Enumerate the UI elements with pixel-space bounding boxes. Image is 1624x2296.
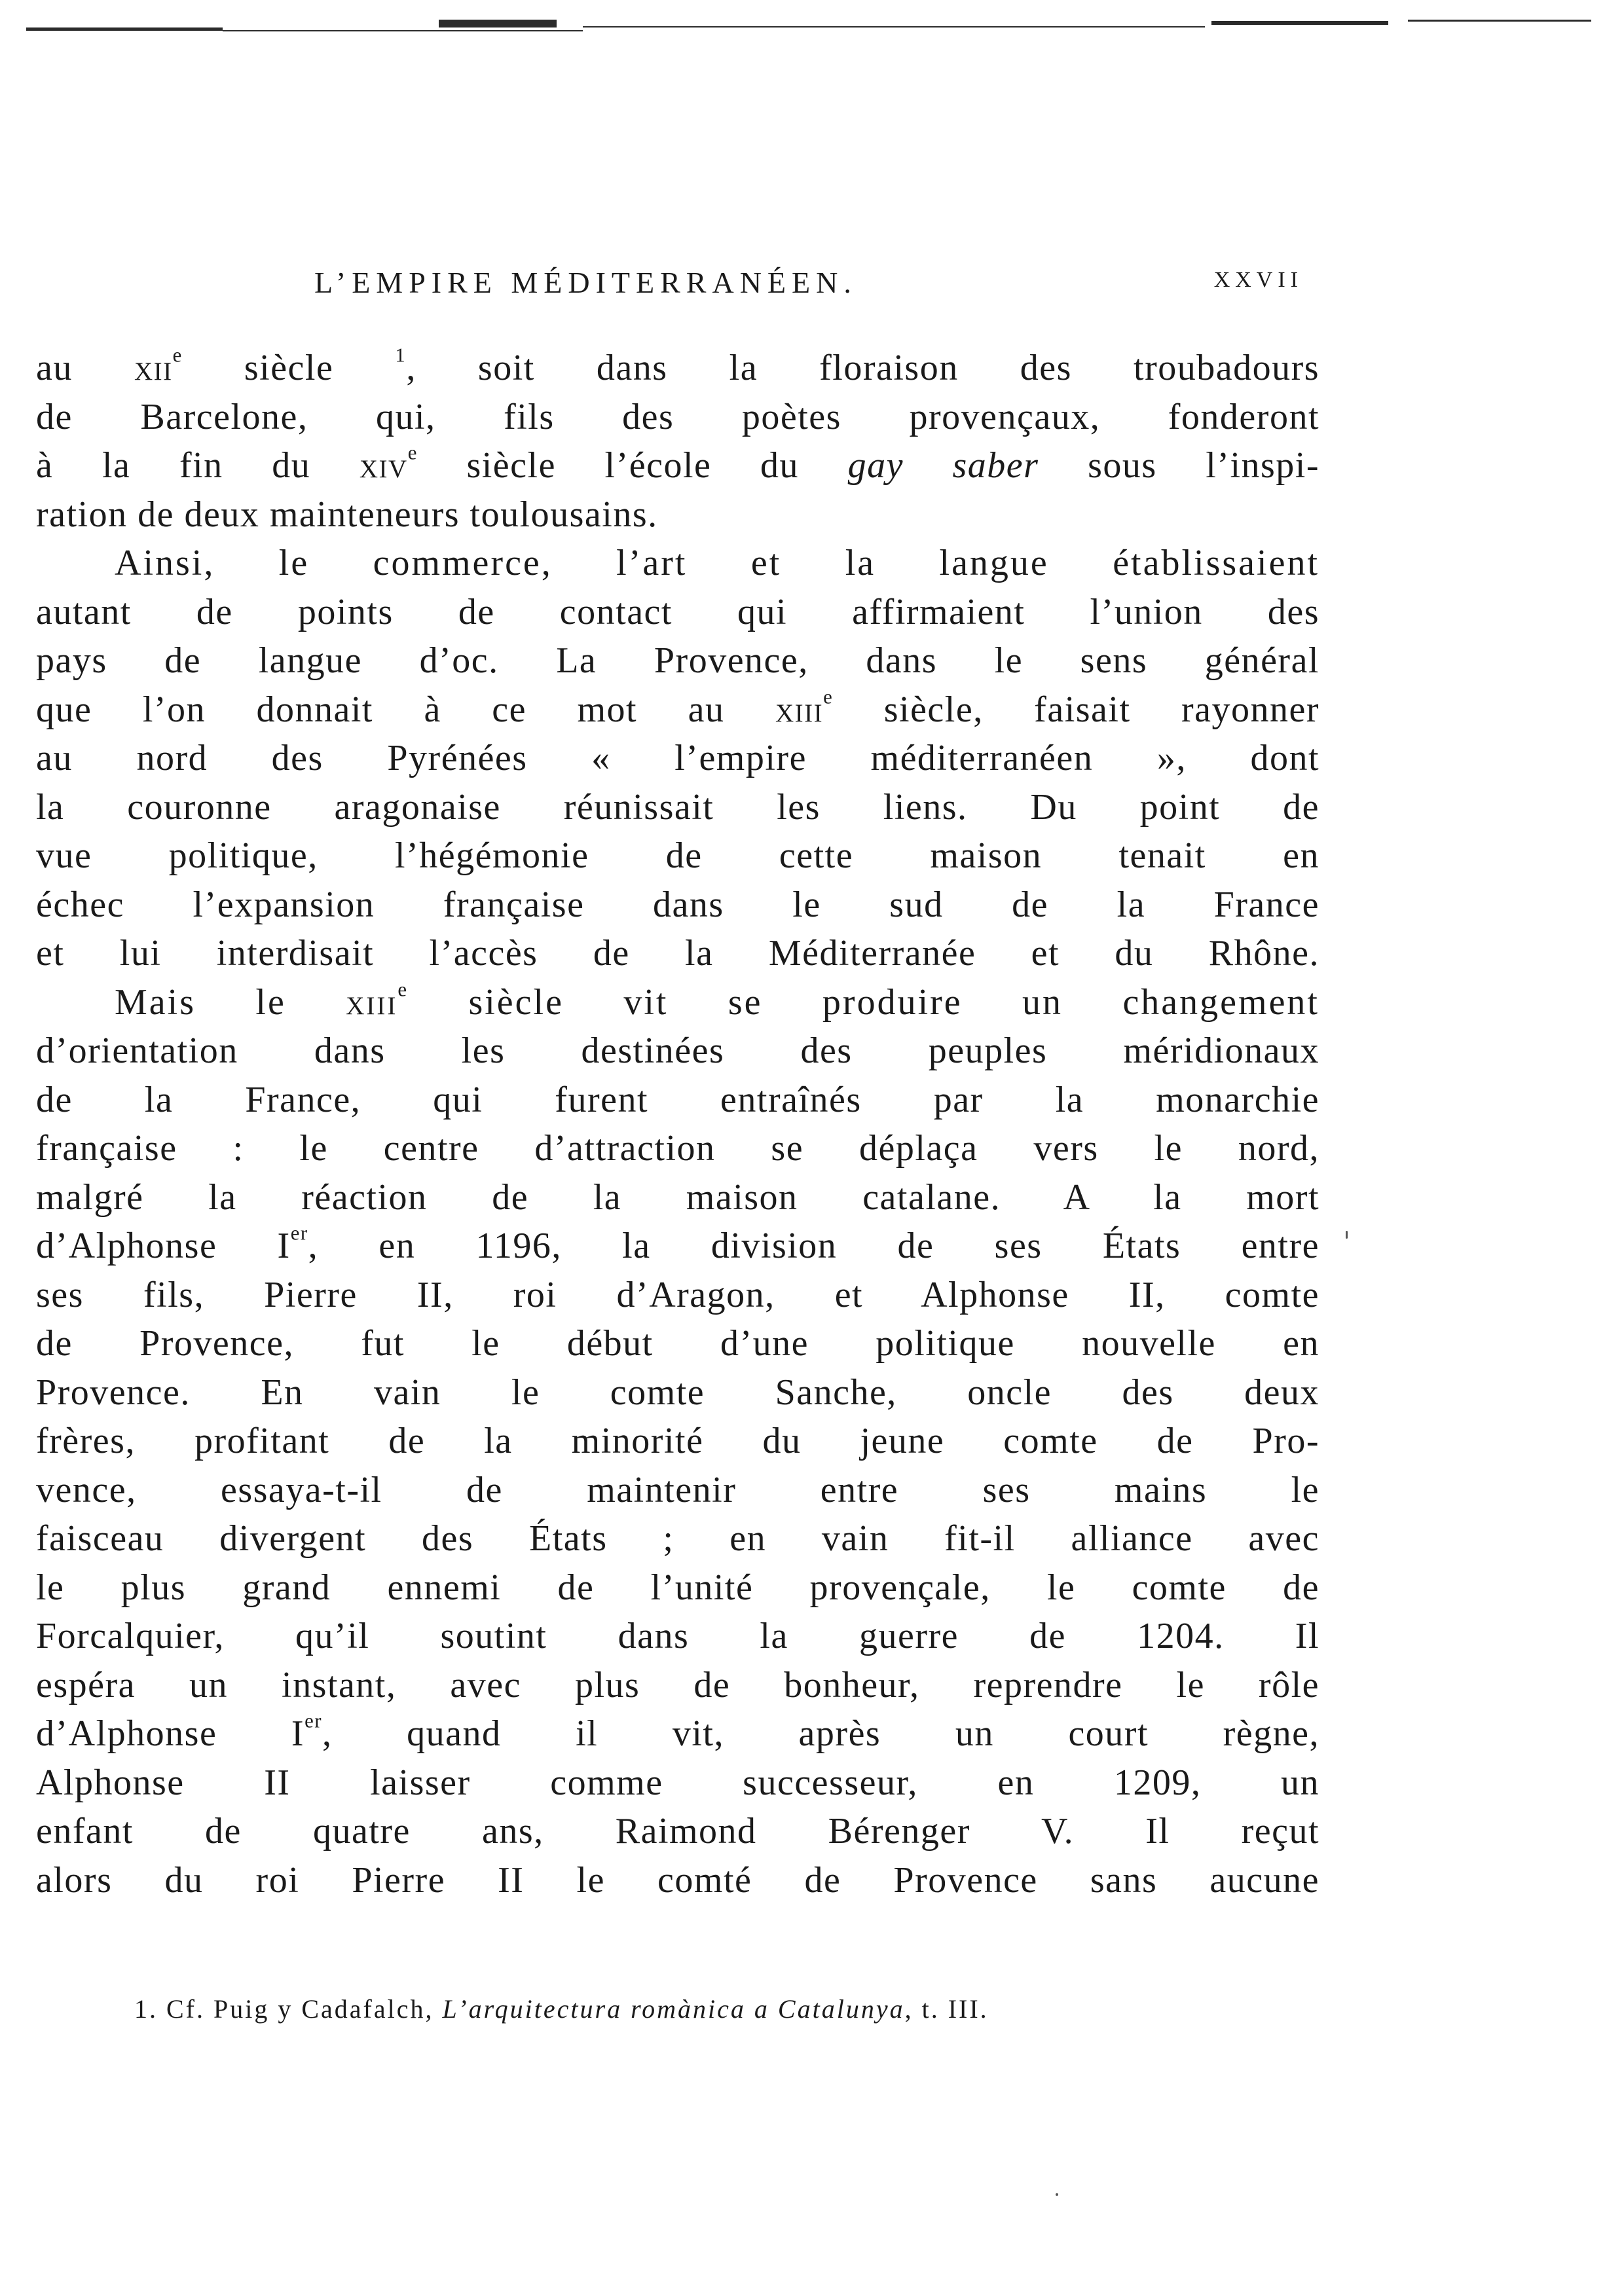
paragraph-start: Ainsi, le commerce, l’art et la langue établissaient [115, 543, 1320, 583]
text-line: au nord des Pyrénées « l’empire méditerranéen », dont [36, 738, 1320, 778]
text-line: faisceau divergent des États ; en vain fit-il alliance avec [36, 1518, 1320, 1559]
scan-speck [1346, 1231, 1348, 1239]
scan-mark [26, 27, 223, 31]
text-line: Forcalquier, qu’il soutint dans la guerre de 1204. Il [36, 1616, 1320, 1656]
running-head [314, 265, 1303, 311]
text-line: de Provence, fut le début d’une politique nouvelle en [36, 1323, 1320, 1364]
scan-mark [1211, 21, 1388, 25]
text-line: alors du roi Pierre II le comté de Provence sans aucune [36, 1859, 1320, 1901]
scan-mark [1408, 20, 1591, 22]
scan-speck [1056, 2193, 1058, 2196]
text-line: d’Alphonse Ier, quand il vit, après un court règne, [36, 1709, 1320, 1754]
text-line: d’Alphonse Ier, en 1196, la division de ses États entre [36, 1222, 1320, 1266]
text-line: de Barcelone, qui, fils des poètes provençaux, fonderont [36, 396, 1320, 437]
text-line: vence, essaya-t-il de maintenir entre ses mains le [36, 1469, 1320, 1510]
running-title: L’EMPIRE MÉDITERRANÉEN. [314, 266, 857, 299]
text-line: que l’on donnait à ce mot au xiii$^e$ siècle, faisait rayonner [36, 685, 1320, 730]
text-line: enfant de quatre ans, Raimond Bérenger V. Il reçut [36, 1811, 1320, 1851]
footnote-title: L’arquitectura romànica a Catalunya [442, 1994, 905, 2024]
text-line: ses fils, Pierre II, roi d’Aragon, et Alphonse II, comte [36, 1274, 1320, 1315]
text-line: frères, profitant de la minorité du jeune comte de Pro- [36, 1421, 1320, 1461]
text-line: la couronne aragonaise réunissait les liens. Du point de [36, 786, 1320, 828]
paragraph-start: Mais le xiii$^e$ siècle vit se produire un changement [115, 977, 1320, 1023]
text-line: pays de langue d’oc. La Provence, dans le sens général [36, 640, 1320, 681]
scan-top-edge [0, 0, 1624, 39]
text-line: et lui interdisait l’accès de la Méditerranée et du Rhône. [36, 933, 1320, 974]
footnote-author: Cf. Puig y Cadafalch, [166, 1994, 434, 2024]
text-line: d’orientation dans les destinées des peuples méridionaux [36, 1030, 1320, 1071]
text-line: ration de deux mainteneurs toulousains. [36, 494, 658, 535]
text-line: malgré la réaction de la maison catalane. A la mort [36, 1176, 1320, 1218]
text-line: autant de points de contact qui affirmaient l’union des [36, 591, 1320, 632]
text-line: échec l’expansion française dans le sud de la France [36, 884, 1320, 925]
text-line: Provence. En vain le comte Sanche, oncle des deux [36, 1372, 1320, 1413]
text-line: espéra un instant, avec plus de bonheur, reprendre le rôle [36, 1664, 1320, 1705]
text-line: vue politique, l’hégémonie de cette maison tenait en [36, 835, 1320, 876]
page-number: XXVII [1213, 268, 1303, 292]
body-text [36, 344, 1320, 1904]
scan-mark [583, 26, 1205, 27]
footnote-rest: , t. III. [904, 1994, 989, 2024]
text-line: française : le centre d’attraction se déplaça vers le nord, [36, 1128, 1320, 1169]
text-line: de la France, qui furent entraînés par la monarchie [36, 1079, 1320, 1120]
scan-mark [439, 20, 557, 27]
footnote [134, 1994, 1346, 2024]
scan-mark [223, 30, 583, 31]
footnote-number: 1. [134, 1994, 158, 2024]
text-line: Alphonse II laisser comme successeur, en 1209, un [36, 1762, 1320, 1803]
text-line: à la fin du xiv$^e$ siècle l’école du gay saber sous l’inspi- [36, 441, 1320, 486]
footnote-reference: 1 [395, 344, 407, 367]
text-line: au xii$^e$ siècle $^1$, soit dans la floraison des troubadours [36, 344, 1320, 388]
text-line: le plus grand ennemi de l’unité provençale, le comte de [36, 1567, 1320, 1608]
